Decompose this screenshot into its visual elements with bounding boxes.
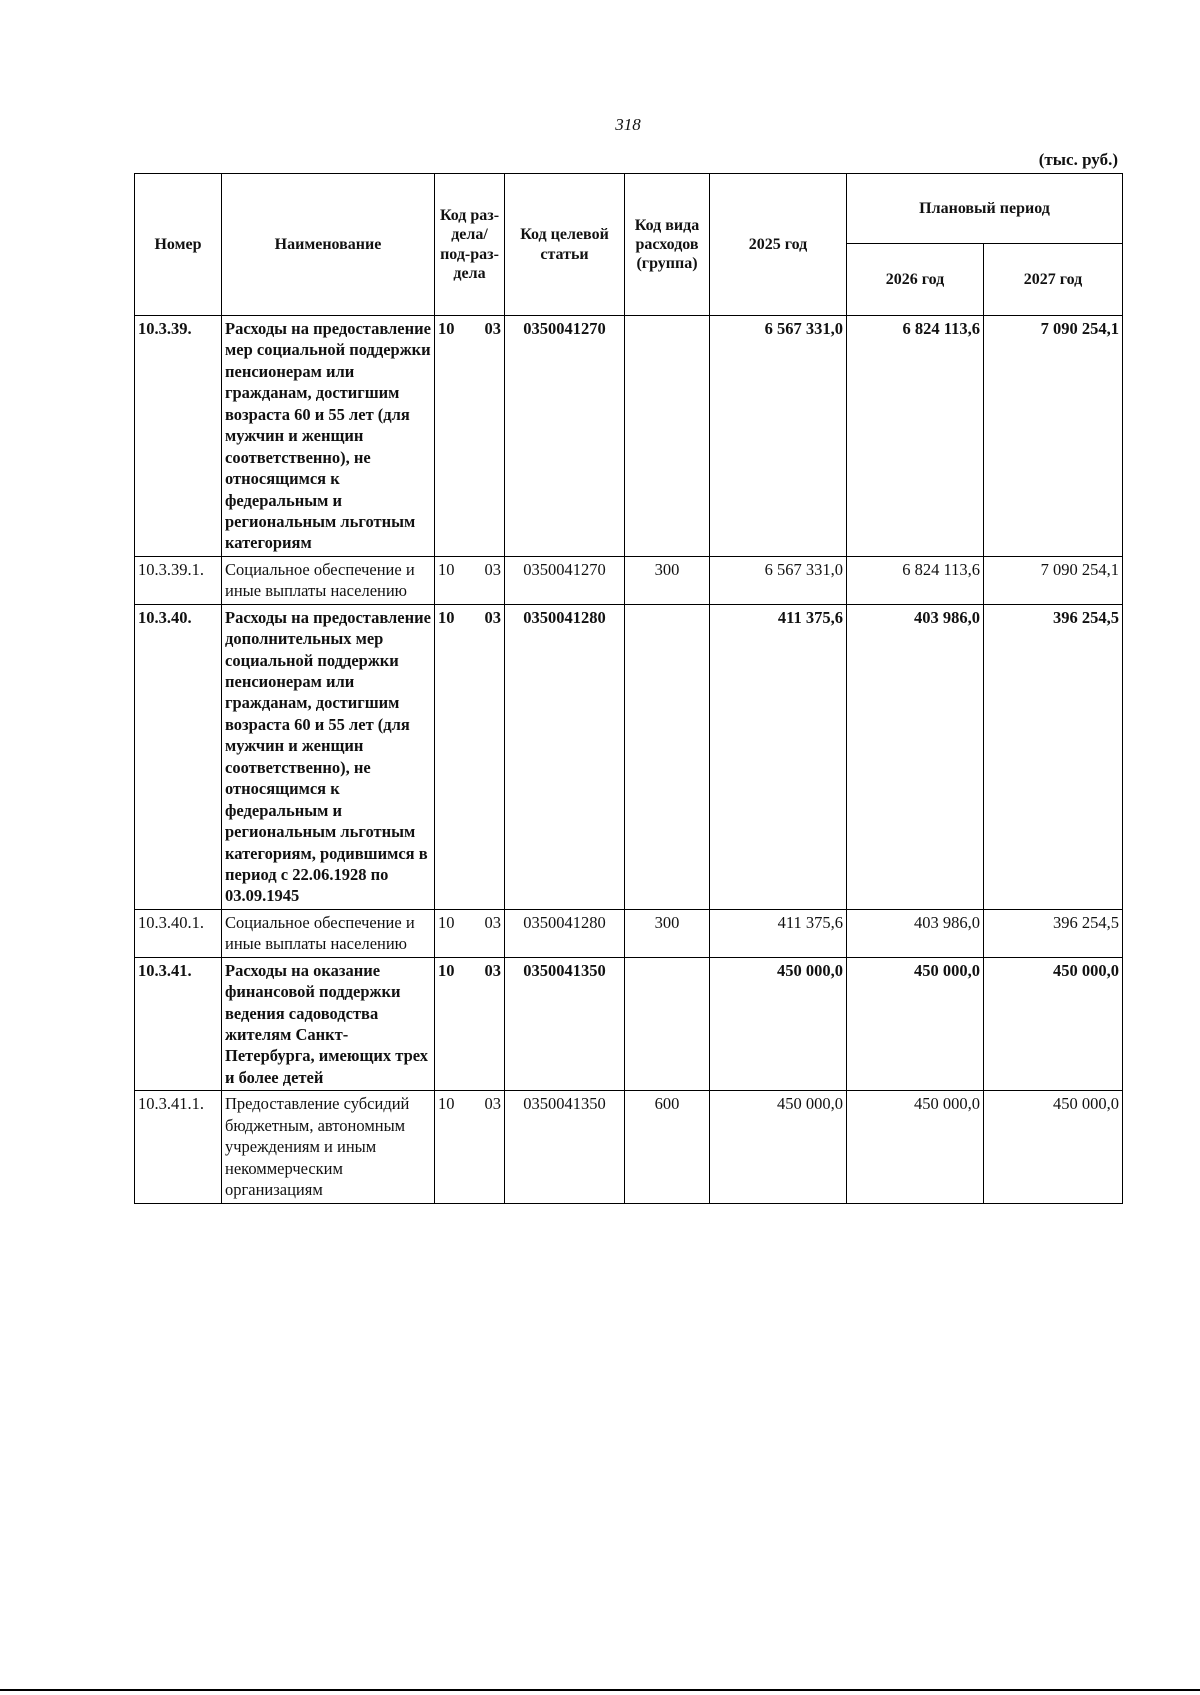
subsection-code: 03 — [484, 559, 501, 579]
row-number: 10.3.39. — [135, 316, 222, 557]
row-name: Социальное обеспечение и иные выплаты населению — [222, 556, 435, 604]
header-2027: 2027 год — [984, 244, 1123, 316]
table-row — [135, 556, 1123, 604]
row-number: 10.3.41. — [135, 957, 222, 1091]
row-number: 10.3.40.1. — [135, 909, 222, 957]
table-body — [135, 316, 1123, 1204]
section-code: 10 — [438, 559, 455, 579]
row-2025: 411 375,6 — [710, 909, 847, 957]
table-row — [135, 909, 1123, 957]
row-section — [435, 909, 505, 957]
scan-bottom-edge — [0, 1689, 1200, 1691]
header-name: Наименование — [222, 174, 435, 316]
row-number: 10.3.41.1. — [135, 1091, 222, 1203]
row-2027: 396 254,5 — [984, 909, 1123, 957]
row-section — [435, 556, 505, 604]
section-code: 10 — [438, 319, 455, 338]
header-2026: 2026 год — [847, 244, 984, 316]
header-section: Код раз-дела/ под-раз-дела — [435, 174, 505, 316]
units-label: (тыс. руб.) — [1038, 150, 1118, 169]
row-target: 0350041350 — [505, 957, 625, 1091]
row-2027: 450 000,0 — [984, 1091, 1123, 1203]
table-row — [135, 957, 1123, 1091]
row-target: 0350041280 — [505, 604, 625, 909]
row-expense-type — [625, 957, 710, 1091]
subsection-code: 03 — [484, 960, 501, 980]
row-expense-type: 300 — [625, 556, 710, 604]
row-section — [435, 316, 505, 557]
row-2026: 6 824 113,6 — [847, 316, 984, 557]
row-2026: 6 824 113,6 — [847, 556, 984, 604]
row-expense-type: 600 — [625, 1091, 710, 1203]
subsection-code: 03 — [484, 319, 501, 338]
header-planned-period: Плановый период — [847, 174, 1123, 244]
row-name: Расходы на предоставление дополнительных мер социальной поддержки пенсионерам или гражданам, достигшим возраста 60 и 55 лет (для мужчин и женщин соответственно), не относящимся к федеральным и региональным льготным категориям, родившимся в период с 22.06.1928 по 03.09.1945 — [222, 604, 435, 909]
row-2027: 7 090 254,1 — [984, 556, 1123, 604]
section-code: 10 — [438, 607, 455, 627]
row-2026: 403 986,0 — [847, 909, 984, 957]
row-number: 10.3.40. — [135, 604, 222, 909]
table-row — [135, 604, 1123, 909]
row-2025: 6 567 331,0 — [710, 316, 847, 557]
row-section — [435, 957, 505, 1091]
table-row — [135, 316, 1123, 557]
row-2025: 411 375,6 — [710, 604, 847, 909]
row-2027: 7 090 254,1 — [984, 316, 1123, 557]
row-2027: 450 000,0 — [984, 957, 1123, 1091]
row-2027: 396 254,5 — [984, 604, 1123, 909]
row-target: 0350041270 — [505, 316, 625, 557]
row-2025: 450 000,0 — [710, 1091, 847, 1203]
row-target: 0350041280 — [505, 909, 625, 957]
row-section — [435, 1091, 505, 1203]
row-2026: 450 000,0 — [847, 957, 984, 1091]
section-code: 10 — [438, 960, 455, 980]
row-target: 0350041270 — [505, 556, 625, 604]
table-header — [135, 174, 1123, 316]
row-name: Социальное обеспечение и иные выплаты населению — [222, 909, 435, 957]
row-expense-type — [625, 316, 710, 557]
header-2025: 2025 год — [710, 174, 847, 316]
row-target: 0350041350 — [505, 1091, 625, 1203]
section-code: 10 — [438, 912, 455, 932]
row-name: Расходы на предоставление мер социальной поддержки пенсионерам или гражданам, достигшим возраста 60 и 55 лет (для мужчин и женщин соответственно), не относящимся к федеральным и региональным льготным категориям — [222, 316, 435, 557]
subsection-code: 03 — [484, 912, 501, 932]
row-number: 10.3.39.1. — [135, 556, 222, 604]
section-code: 10 — [438, 1094, 455, 1114]
table-row — [135, 1091, 1123, 1203]
row-2025: 450 000,0 — [710, 957, 847, 1091]
subsection-code: 03 — [484, 607, 501, 627]
row-2026: 450 000,0 — [847, 1091, 984, 1203]
header-number: Номер — [135, 174, 222, 316]
row-name: Расходы на оказание финансовой поддержки ведения садоводства жителям Санкт-Петербурга, имеющих трех и более детей — [222, 957, 435, 1091]
page-number: 318 — [615, 115, 641, 134]
budget-table — [134, 173, 1123, 1204]
header-expense-type: Код вида расходов (группа) — [625, 174, 710, 316]
subsection-code: 03 — [484, 1094, 501, 1114]
row-2026: 403 986,0 — [847, 604, 984, 909]
row-expense-type: 300 — [625, 909, 710, 957]
row-expense-type — [625, 604, 710, 909]
row-2025: 6 567 331,0 — [710, 556, 847, 604]
row-section — [435, 604, 505, 909]
row-name: Предоставление субсидий бюджетным, автономным учреждениям и иным некоммерческим организациям — [222, 1091, 435, 1203]
header-target: Код целевой статьи — [505, 174, 625, 316]
